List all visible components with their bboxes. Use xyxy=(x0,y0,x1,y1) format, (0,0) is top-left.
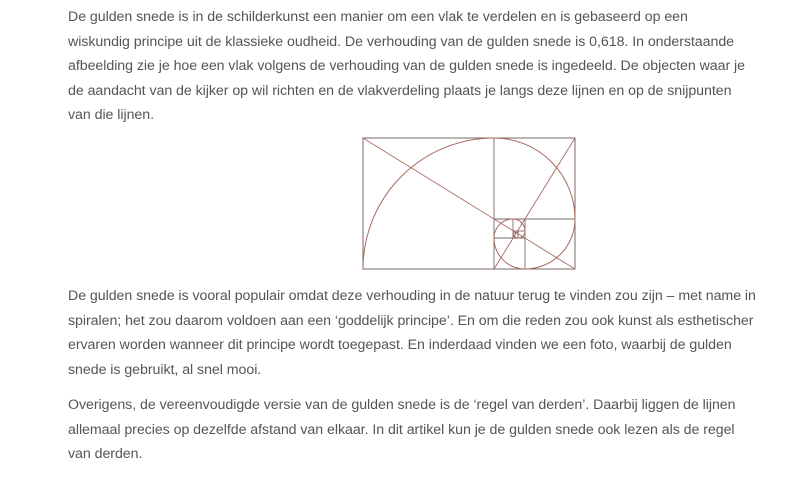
golden-ratio-svg xyxy=(362,137,576,271)
golden-ratio-diagram xyxy=(362,137,576,271)
paragraph-nature: De gulden snede is vooral populair omdat deze verhouding in de natuur terug te vinden zou zijn – met name in spiralen; het zou daarom voldoen aan een ‘goddelijk principe’. En om die reden zou ook kunst als esthetischer ervaren worden wanneer dit principe wordt toegepast. En inderdaad vinden we een foto, waarbij de gulden snede is gebruikt, al snel mooi. xyxy=(68,288,756,378)
diagonal-line xyxy=(363,138,575,269)
diagonal-line xyxy=(494,138,575,269)
paragraph-intro: De gulden snede is in de schilderkunst een manier om een vlak te verdelen en is gebaseerd op een wiskundig principe uit de klassieke oudheid. De verhouding van de gulden snede is 0,618. In onderstaande afbeelding zie je hoe een vlak volgens de verhouding van de gulden snede is ingedeeld. De objecten waar je de aandacht van de kijker op wil richten en de vlakverdeling plaats je langs deze lijnen en op de snijpunten van die lijnen. xyxy=(68,9,745,124)
paragraph-rule-of-thirds: Overigens, de vereenvoudigde versie van de gulden snede is de ‘regel van derden’. Daarbij liggen de lijnen allemaal precies op dezelfde afstand van elkaar. In dit artikel kun je de gulden snede ook lezen als de regel van derden. xyxy=(68,397,736,463)
